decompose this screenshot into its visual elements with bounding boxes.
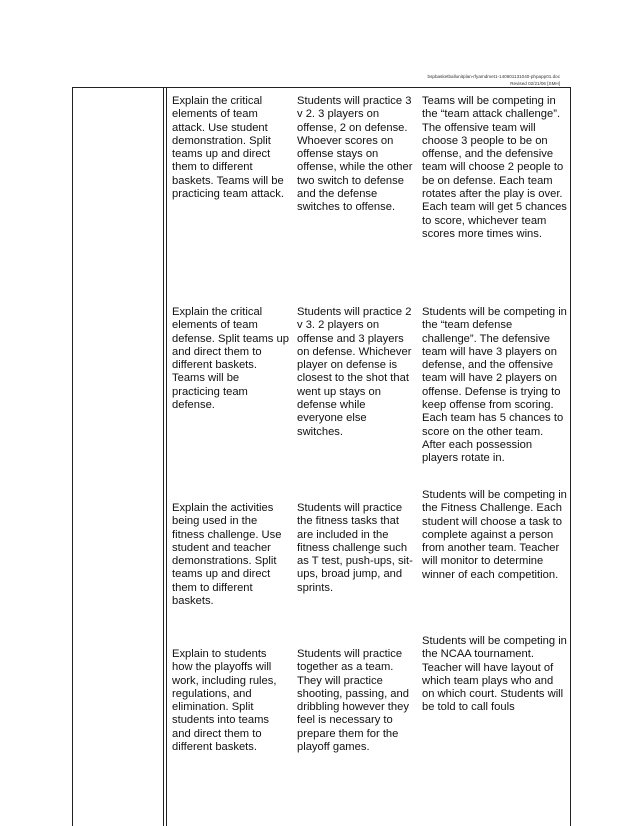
table-cell-teacher: Explain the critical elements of team attack. Use student demonstration. Split teams up and direct them to different baskets. Teams will be practicing team attack. [172, 95, 284, 201]
table-column-divider-1 [163, 87, 164, 826]
table-cell-students: Students will practice 3 v 2. 3 players on offense, 2 on defense. Whoever scores on offense stays on offense, while the other two switch to defense and the defense switches to offense. [297, 95, 413, 214]
table-cell-students: Students will practice the fitness tasks that are included in the fitness challenge such as T test, push-ups, sit-ups, broad jump, and sprints. [297, 502, 413, 594]
table-cell-assessment: Students will be competing in the “team defense challenge”. The defensive team will have 3 players on defense, and the offensive team will have 2 players on offense. Defense is trying to keep offense from scoring. Each team has 5 chances to score on the other team. After each possession players rotate in. [422, 306, 567, 465]
table-cell-teacher: Explain the activities being used in the fitness challenge. Use student and teacher demonstrations. Split teams up and direct them to different baskets. [172, 502, 282, 608]
table-top-border [72, 87, 571, 88]
table-cell-teacher: Explain to students how the playoffs will work, including rules, regulations, and elimination. Split students into teams and direct them to different baskets. [172, 648, 277, 754]
table-cell-assessment: Students will be competing in the NCAA tournament. Teacher will have layout of which team plays who and on which court. Students will be told to call fouls [422, 635, 567, 714]
table-cell-teacher: Explain the critical elements of team defense. Split teams up and direct them to different baskets. Teams will be practicing team defense. [172, 306, 289, 412]
document-header-note [428, 73, 560, 87]
table-right-border [570, 87, 571, 826]
header-filename: bspbasketballunitplan-rfyamdmet1-140601131040-phpapp01.doc [427, 74, 560, 79]
table-left-border [72, 87, 73, 826]
table-cell-assessment: Teams will be competing in the “team attack challenge”. The offensive team will choose 3 people to be on offense, and the defensive team will choose 2 people to be on defense. Each team rotates after the play is over. Each team will get 5 chances to score, whichever team scores more times wins. [422, 95, 567, 240]
table-cell-students: Students will practice 2 v 3. 2 players on offense and 3 players on defense. Whichever player on defense is closest to the shot that went up stays on defense while everyone else switches. [297, 306, 412, 438]
table-cell-assessment: Students will be competing in the Fitness Challenge. Each student will choose a task to complete against a person from another team. Teacher will monitor to determine winner of each competition. [422, 489, 567, 581]
header-revision: Revised 02/21/06 [SMH] [510, 81, 560, 86]
table-cell-students: Students will practice together as a team. They will practice shooting, passing, and dribbling however they feel is necessary to prepare them for the playoff games. [297, 648, 409, 754]
table-column-divider-2 [166, 87, 167, 826]
